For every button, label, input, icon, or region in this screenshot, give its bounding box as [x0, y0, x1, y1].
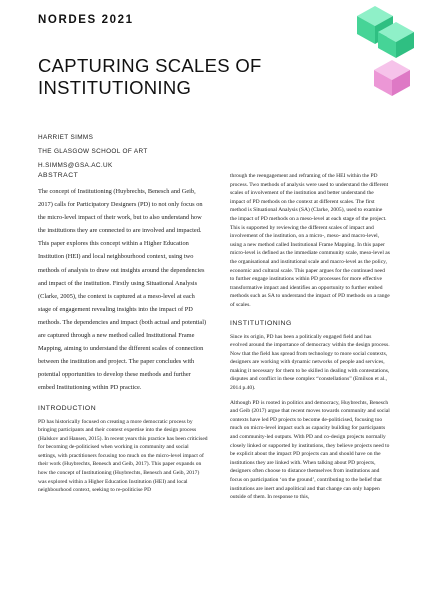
- author-affiliation: THE GLASGOW SCHOOL OF ART: [38, 148, 148, 155]
- conference-name: NORDES 2021: [38, 14, 134, 26]
- institutioning-heading: INSTITUTIONING: [230, 319, 292, 327]
- abstract-heading: ABSTRACT: [38, 172, 79, 179]
- author-name: HARRIET SIMMS: [38, 134, 94, 141]
- introduction-heading: INTRODUCTION: [38, 404, 97, 412]
- introduction-continued-text: through the reengagement and reframing of the HEI within the PD process. Two methods of analysis were used to understand the different scales of involvement of the institution and better understand the impact of PD methods on the context at different scales. The first method is Situational Analysis (SA) (Clarke, 2005), used to examine the impact of PD methods on a meso-level at each stage of the project. This is supported by reviewing the different scales of impact and involvement of the institution, on a micro-, meso- and macro-level, using a new method called Institutional Frame Mapping. In this paper micro-level is defined as the immediate community scale, meso-level as the organisational and institutional scale and macro-level as the policy, economic and cultural scale. This paper argues for the continued need to further engage institutions within PD processes for more effective transformative impact and identifies an opportunity to further embed methods such as SA to understand the impact of PD methods on a range of scales.: [230, 173, 390, 308]
- author-block: [38, 131, 148, 173]
- institutioning-paragraph-1: Since its origin, PD has been a politically engaged field and has evolved around the importance of democracy within the design process. Now that the field has spread from technology to more social contexts, designers are working with dynamic networks of people and services, making it necessary for them to be skilled in dealing with contestations, disputes and conflict in these complex “constellations” (Emilson et al., 2014 p.40).: [230, 333, 390, 392]
- right-column: [230, 172, 390, 502]
- left-column: [38, 172, 208, 495]
- pink-cube: [374, 60, 410, 96]
- institutioning-paragraph-2: Although PD is rooted in politics and democracy, Huybrechts, Benesch and Geib (2017) argue that recent moves towards community and social contexts have led PD projects to become de-politicised, focusing too much on micro-level impact such as capacity building for participants and community-led outputs. With PD and co-design projects normally closely linked or supported by institutions, they believe projects need to be explicit about the impact PD projects can and should have on the institutions they are linked with. When talking about PD projects, designers often choose to distance themselves from institutions and focus on participation ‘on the ground’, contributing to the belief that institutions are inert and apolitical and that change can only happen outside of them. In response to this,: [230, 399, 390, 501]
- introduction-text: PD has historically focused on creating a more democratic process by bringing participants and their context expertise into the design process (Halskov and Hansen, 2015). In recent years this practice has been criticised for becoming de-politicised when working in community and social settings, with practitioners focusing too much on the micro-level impact of their work (Huybrechts, Benesch and Geib, 2017). This paper expands on how the concept of Institutioning (Huybrechts, Benesch and Geib, 2017) was explored within a Higher Education Institution (HEI) and local neighbourhood context, seeking to re-politicise PD: [38, 418, 208, 494]
- paper-title: CAPTURING SCALES OF INSTITUTIONING: [38, 55, 262, 98]
- abstract-text: The concept of Institutioning (Huybrechts, Benesch and Geib, 2017) calls for Participatory Designers (PD) to not only focus on the micro-level impact of their work, but to also understand how the institutions they are connected to are involved and impacted. This paper explores this concept within a Higher Education Institution (HEI) and local neighbourhood context, using two methods of analysis to draw out insights around the dependencies and impact of the institution. Firstly using Situational Analysis (Clarke, 2005), the context is captured at a meso-level at each stage of engagement revealing insights into the impact of PD methods. The dependencies and impact (both actual and potential) are captured through a new method called Institutional Frame Mapping, aiming to understand the different scales of connection between the institution and project. The paper concludes with potential opportunities to develop these methods and further embed Institutioning within PD practice.: [38, 188, 207, 392]
- author-email[interactable]: H.SIMMS@GSA.AC.UK: [38, 162, 113, 169]
- isometric-cubes-icon: [330, 0, 420, 96]
